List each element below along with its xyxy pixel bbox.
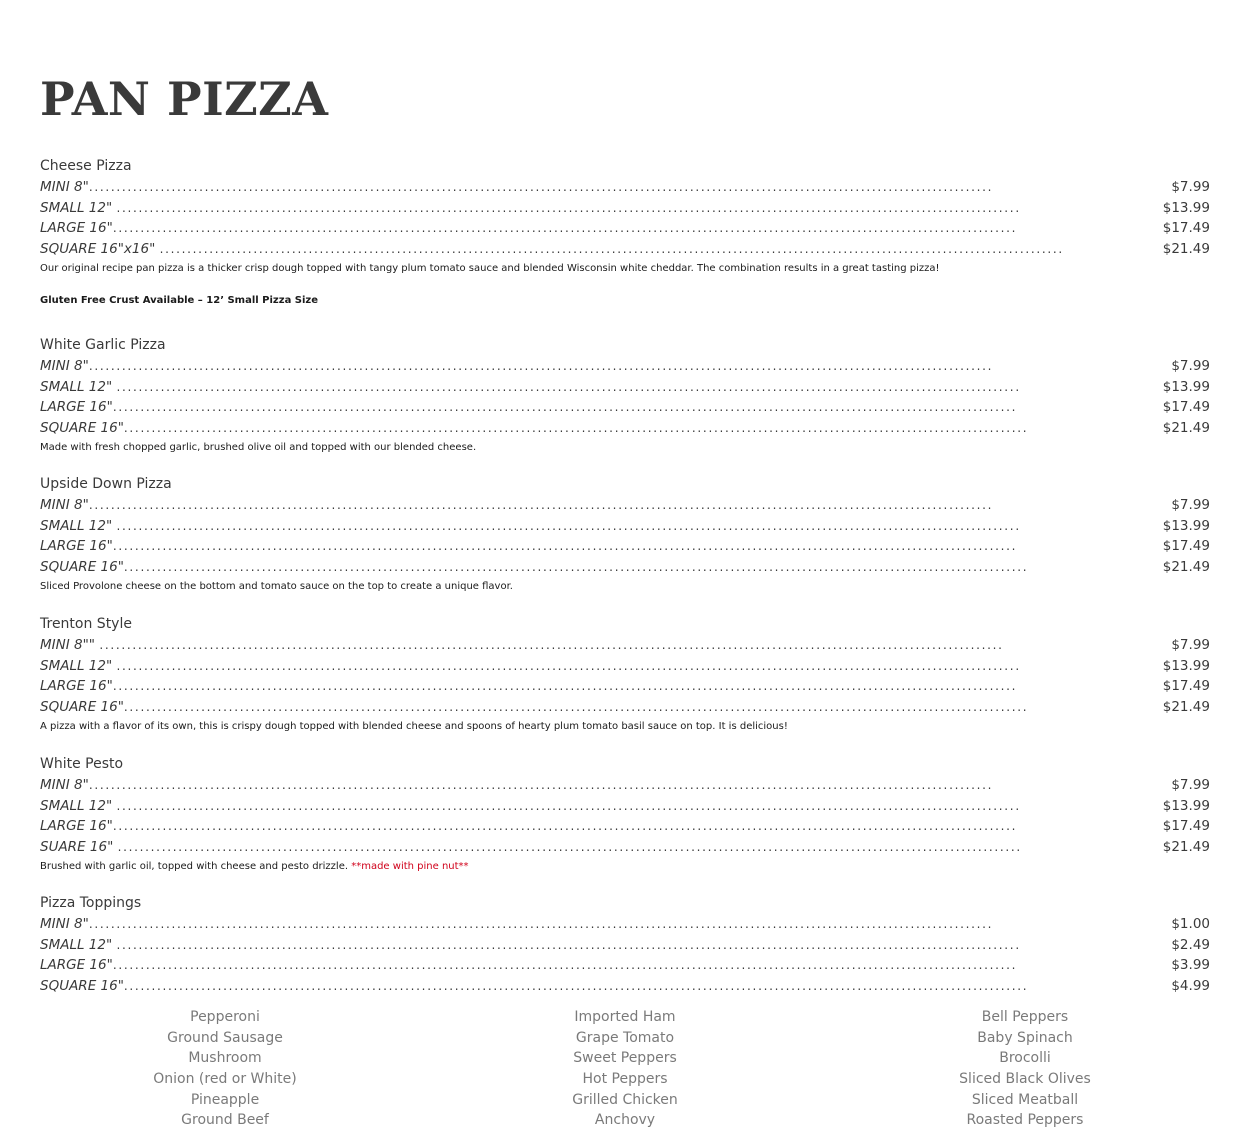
- dot-leader: ....................................................................................................................................................................: [116, 937, 1021, 952]
- price: $2.49: [1171, 936, 1210, 953]
- size-text: SMALL 12": [40, 797, 117, 814]
- topping-item: Onion (red or White): [153, 1071, 297, 1088]
- topping-item: Sweet Peppers: [573, 1050, 677, 1067]
- size-text: LARGE 16": [40, 399, 113, 416]
- price: $21.49: [1162, 559, 1210, 576]
- topping-item: Ground Sausage: [167, 1029, 283, 1046]
- size-label: [40, 935, 1021, 956]
- dot-leader: ....................................................................................................................................................................: [88, 778, 994, 792]
- price-row: [40, 218, 1210, 239]
- topping-item: Imported Ham: [574, 1009, 676, 1025]
- price-row: [40, 635, 1210, 656]
- size-label: [40, 239, 1064, 260]
- price: $1.00: [1171, 916, 1210, 932]
- price-row: [40, 418, 1210, 439]
- item-description: Made with fresh chopped garlic, brushed olive oil and topped with our blended cheese.: [40, 441, 477, 453]
- description-text: Brushed with garlic oil, topped with cheese and pesto drizzle.: [40, 860, 352, 872]
- size-label: [40, 495, 994, 516]
- topping-item: Brocolli: [999, 1050, 1051, 1067]
- price: $17.49: [1162, 220, 1210, 237]
- size-text: SQUARE 16": [40, 420, 124, 437]
- section-title: White Pesto: [40, 756, 124, 772]
- price-row: [40, 495, 1210, 516]
- price-row: [40, 955, 1210, 976]
- dot-leader: ....................................................................................................................................................................: [116, 518, 1021, 533]
- topping-item: Hot Peppers: [582, 1071, 668, 1088]
- item-description: Our original recipe pan pizza is a thicker crisp dough topped with tangy plum tomato sauce and blended Wisconsin white cheddar. The combination results in a great tasting pizza!: [40, 262, 940, 274]
- size-text: MINI 8": [40, 916, 89, 932]
- dot-leader: ....................................................................................................................................................................: [123, 421, 1029, 436]
- size-text: SQUARE 16": [40, 699, 124, 716]
- size-text: SQUARE 16"x16": [40, 241, 160, 258]
- item-description: A pizza with a flavor of its own, this is crispy dough topped with blended cheese and spoons of hearty plum tomato basil sauce on top. It is delicious!: [40, 720, 788, 732]
- toppings-column: [440, 1007, 810, 1131]
- size-text: MINI 8": [40, 179, 89, 195]
- dot-leader: ....................................................................................................................................................................: [116, 379, 1021, 394]
- price: $7.99: [1171, 777, 1210, 793]
- price-row: [40, 356, 1210, 377]
- size-label: [40, 656, 1021, 677]
- dot-leader: ....................................................................................................................................................................: [117, 840, 1022, 855]
- size-text: SMALL 12": [40, 517, 117, 534]
- menu-section-white-garlic-pizza: [40, 335, 1210, 457]
- price: $7.99: [1171, 179, 1210, 195]
- dot-leader: ....................................................................................................................................................................: [88, 359, 994, 373]
- gluten-free-note: Gluten Free Crust Available – 12’ Small Pizza Size: [40, 294, 319, 306]
- menu-section-upside-down-pizza: [40, 474, 1210, 596]
- topping-item: Ground Beef: [181, 1112, 269, 1129]
- price-row: [40, 239, 1210, 260]
- menu-section-pizza-toppings: [40, 893, 1210, 997]
- section-title: Trenton Style: [40, 616, 132, 632]
- size-label: [40, 635, 1004, 656]
- size-label: [40, 775, 994, 796]
- price-row: [40, 397, 1210, 418]
- price-row: [40, 536, 1210, 557]
- topping-item: Sliced Black Olives: [959, 1071, 1091, 1088]
- dot-leader: ....................................................................................................................................................................: [112, 400, 1018, 415]
- price-row: [40, 935, 1210, 956]
- price: $4.99: [1171, 978, 1210, 995]
- dot-leader: ....................................................................................................................................................................: [159, 242, 1064, 257]
- size-text: SQUARE 16": [40, 978, 124, 995]
- topping-item: Grape Tomato: [575, 1029, 675, 1046]
- dot-leader: ....................................................................................................................................................................: [112, 221, 1018, 236]
- topping-item: Bell Peppers: [981, 1009, 1069, 1025]
- size-text: LARGE 16": [40, 818, 113, 835]
- price-row: [40, 816, 1210, 837]
- allergy-warning: **made with pine nut**: [351, 860, 469, 872]
- price: $7.99: [1171, 358, 1210, 374]
- price-row: [40, 516, 1210, 537]
- size-text: MINI 8": [40, 497, 89, 513]
- size-text: LARGE 16": [40, 957, 113, 974]
- size-text: SQUARE 16": [40, 559, 124, 576]
- price-row: [40, 914, 1210, 935]
- price: $21.49: [1162, 699, 1210, 716]
- item-description: Sliced Provolone cheese on the bottom and tomato sauce on the top to create a unique flavor.: [40, 580, 513, 592]
- size-text: SUARE 16": [40, 839, 118, 856]
- size-label: [40, 177, 994, 198]
- dot-leader: ....................................................................................................................................................................: [88, 917, 994, 931]
- menu-section-white-pesto: [40, 754, 1210, 876]
- topping-item: Sliced Meatball: [971, 1091, 1079, 1108]
- price-row: [40, 557, 1210, 578]
- size-label: [40, 676, 1018, 697]
- size-text: LARGE 16": [40, 538, 113, 555]
- topping-item: Mushroom: [188, 1050, 262, 1067]
- section-title: Pizza Toppings: [40, 895, 142, 911]
- size-label: [40, 536, 1018, 557]
- price: $21.49: [1162, 241, 1210, 258]
- size-text: LARGE 16": [40, 678, 113, 695]
- size-label: [40, 796, 1021, 817]
- price-row: [40, 377, 1210, 398]
- size-label: [40, 198, 1021, 219]
- item-description: [40, 858, 1210, 876]
- size-label: [40, 397, 1018, 418]
- size-text: SMALL 12": [40, 378, 117, 395]
- topping-item: Anchovy: [594, 1112, 656, 1129]
- section-title: Cheese Pizza: [40, 158, 132, 174]
- section-title: White Garlic Pizza: [40, 337, 166, 353]
- price-row: [40, 676, 1210, 697]
- price: $7.99: [1171, 497, 1210, 513]
- dot-leader: ....................................................................................................................................................................: [112, 539, 1018, 554]
- price: $17.49: [1162, 818, 1210, 835]
- size-text: SMALL 12": [40, 657, 117, 674]
- price-row: [40, 976, 1210, 997]
- size-label: [40, 914, 994, 935]
- topping-item: Roasted Peppers: [966, 1112, 1084, 1129]
- price-row: [40, 177, 1210, 198]
- dot-leader: ....................................................................................................................................................................: [99, 638, 1004, 652]
- size-label: [40, 976, 1029, 997]
- price-row: [40, 796, 1210, 817]
- size-text: MINI 8": [40, 777, 89, 793]
- size-label: [40, 837, 1022, 858]
- price: $7.99: [1171, 637, 1210, 653]
- price: $21.49: [1162, 839, 1210, 856]
- size-label: [40, 557, 1029, 578]
- dot-leader: ....................................................................................................................................................................: [112, 679, 1018, 694]
- size-label: [40, 218, 1018, 239]
- price: $21.49: [1162, 420, 1210, 437]
- price: $13.99: [1162, 199, 1210, 216]
- price: $13.99: [1162, 378, 1210, 395]
- price: $13.99: [1162, 657, 1210, 674]
- dot-leader: ....................................................................................................................................................................: [116, 798, 1021, 813]
- size-text: MINI 8": [40, 358, 89, 374]
- section-title: Upside Down Pizza: [40, 476, 172, 492]
- price-row: [40, 198, 1210, 219]
- topping-item: Grilled Chicken: [572, 1091, 678, 1108]
- price: $3.99: [1171, 957, 1210, 974]
- price: $13.99: [1162, 517, 1210, 534]
- size-label: [40, 955, 1018, 976]
- size-text: SMALL 12": [40, 199, 117, 216]
- size-text: SMALL 12": [40, 936, 117, 953]
- size-label: [40, 697, 1029, 718]
- price: $17.49: [1162, 678, 1210, 695]
- price-row: [40, 697, 1210, 718]
- menu-section-trenton-style: [40, 614, 1210, 736]
- size-label: [40, 377, 1021, 398]
- menu-section-cheese-pizza: [40, 156, 1210, 310]
- topping-item: Baby Spinach: [977, 1029, 1073, 1046]
- dot-leader: ....................................................................................................................................................................: [112, 958, 1018, 973]
- size-label: [40, 418, 1029, 439]
- dot-leader: ....................................................................................................................................................................: [112, 819, 1018, 834]
- dot-leader: ....................................................................................................................................................................: [116, 200, 1021, 215]
- size-label: [40, 516, 1021, 537]
- dot-leader: ....................................................................................................................................................................: [88, 180, 994, 194]
- dot-leader: ....................................................................................................................................................................: [123, 979, 1029, 994]
- price: $13.99: [1162, 797, 1210, 814]
- size-text: MINI 8"": [40, 637, 100, 653]
- dot-leader: ....................................................................................................................................................................: [116, 658, 1021, 673]
- dot-leader: ....................................................................................................................................................................: [123, 700, 1029, 715]
- size-label: [40, 816, 1018, 837]
- price-row: [40, 837, 1210, 858]
- page-title: PAN PIZZA: [40, 72, 329, 126]
- price: $17.49: [1162, 399, 1210, 416]
- toppings-column: [840, 1007, 1210, 1131]
- topping-item: Pepperoni: [190, 1009, 260, 1025]
- topping-item: Pineapple: [190, 1091, 260, 1108]
- dot-leader: ....................................................................................................................................................................: [123, 560, 1029, 575]
- price-row: [40, 775, 1210, 796]
- toppings-column: [40, 1007, 410, 1131]
- price: $17.49: [1162, 538, 1210, 555]
- dot-leader: ....................................................................................................................................................................: [88, 498, 994, 512]
- size-text: LARGE 16": [40, 220, 113, 237]
- toppings-list: [40, 1007, 1210, 1131]
- size-label: [40, 356, 994, 377]
- price-row: [40, 656, 1210, 677]
